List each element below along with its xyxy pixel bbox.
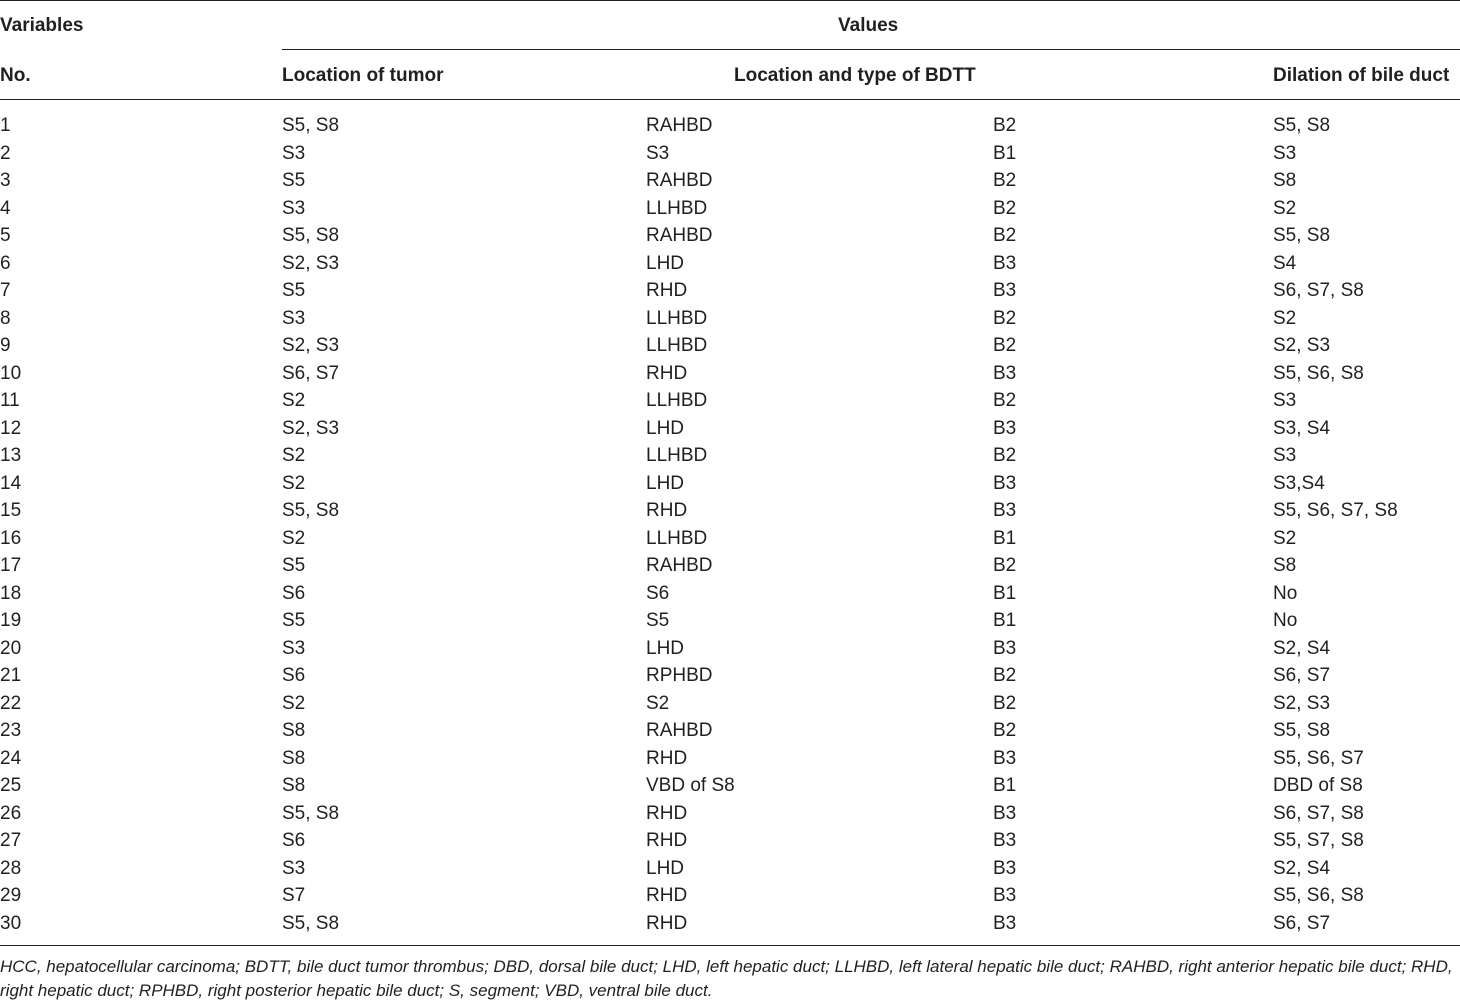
cell-bdtt-type: B1 xyxy=(993,582,1017,604)
table-row xyxy=(0,277,1460,305)
cell-no: 28 xyxy=(0,857,22,879)
table-row xyxy=(0,250,1460,278)
cell-no: 9 xyxy=(0,335,11,356)
bottom-rule xyxy=(0,945,1460,946)
cell-bdtt-type: B3 xyxy=(993,912,1017,934)
cell-location-of-tumor: S6, S7 xyxy=(282,362,340,384)
cell-bdtt-location: VBD of S8 xyxy=(646,775,735,796)
cell-location-of-tumor: S3 xyxy=(282,307,306,329)
cell-bdtt-location: LHD xyxy=(646,472,685,494)
cell-bdtt-location: RHD xyxy=(646,280,688,301)
cell-bdtt-type: B3 xyxy=(993,637,1017,659)
cell-no: 23 xyxy=(0,720,22,741)
table-row xyxy=(0,855,1460,883)
cell-location-of-tumor: S2 xyxy=(282,692,306,714)
cell-dilation: S5, S8 xyxy=(1273,115,1331,136)
cell-dilation: S5, S6, S8 xyxy=(1273,362,1364,384)
cell-location-of-tumor: S8 xyxy=(282,775,306,796)
cell-bdtt-type: B1 xyxy=(993,775,1017,796)
cell-no: 11 xyxy=(0,390,20,411)
cell-no: 16 xyxy=(0,527,22,549)
cell-no: 7 xyxy=(0,280,11,301)
cell-location-of-tumor: S6 xyxy=(282,830,306,851)
table-row xyxy=(0,800,1460,828)
table-row xyxy=(0,415,1460,443)
cell-no: 2 xyxy=(0,142,11,164)
cell-dilation: DBD of S8 xyxy=(1273,775,1363,796)
cell-location-of-tumor: S3 xyxy=(282,197,306,219)
cell-dilation: S6, S7, S8 xyxy=(1273,280,1364,301)
table-row xyxy=(0,195,1460,223)
table-row xyxy=(0,745,1460,773)
cell-bdtt-type: B2 xyxy=(993,692,1017,714)
cell-bdtt-location: RHD xyxy=(646,747,688,769)
cell-dilation: S5, S7, S8 xyxy=(1273,830,1364,851)
cell-location-of-tumor: S5, S8 xyxy=(282,115,340,136)
cell-bdtt-type: B3 xyxy=(993,747,1017,769)
cell-bdtt-type: B2 xyxy=(993,225,1017,246)
cell-no: 21 xyxy=(0,665,22,686)
table-row xyxy=(0,580,1460,608)
header-location-of-tumor: Location of tumor xyxy=(282,65,444,86)
cell-no: 20 xyxy=(0,637,22,659)
table-row xyxy=(0,525,1460,553)
cell-no: 25 xyxy=(0,775,22,796)
cell-bdtt-type: B3 xyxy=(993,417,1017,439)
cell-bdtt-location: RAHBD xyxy=(646,115,713,136)
cell-location-of-tumor: S6 xyxy=(282,582,306,604)
cell-bdtt-location: RHD xyxy=(646,362,688,384)
cell-bdtt-location: LLHBD xyxy=(646,445,708,466)
table-row xyxy=(0,442,1460,470)
cell-bdtt-location: LLHBD xyxy=(646,335,708,356)
cell-bdtt-type: B3 xyxy=(993,362,1017,384)
cell-bdtt-location: RHD xyxy=(646,885,688,906)
cell-dilation: S2, S4 xyxy=(1273,857,1331,879)
cell-bdtt-type: B2 xyxy=(993,170,1017,191)
header-rule xyxy=(0,99,1460,100)
cell-dilation: S2 xyxy=(1273,197,1297,219)
cell-bdtt-location: RHD xyxy=(646,802,688,824)
cell-dilation: S6, S7, S8 xyxy=(1273,802,1364,824)
cell-no: 18 xyxy=(0,582,22,604)
cell-location-of-tumor: S3 xyxy=(282,857,306,879)
cell-bdtt-type: B3 xyxy=(993,830,1017,851)
cell-bdtt-type: B2 xyxy=(993,307,1017,329)
cell-location-of-tumor: S2 xyxy=(282,390,306,411)
table-row xyxy=(0,690,1460,718)
cell-dilation: S2, S4 xyxy=(1273,637,1331,659)
cell-bdtt-type: B3 xyxy=(993,857,1017,879)
table-row xyxy=(0,635,1460,663)
table-row xyxy=(0,827,1460,855)
cell-dilation: No xyxy=(1273,582,1298,604)
cell-bdtt-type: B2 xyxy=(993,335,1017,356)
cell-location-of-tumor: S5 xyxy=(282,280,306,301)
cell-location-of-tumor: S5, S8 xyxy=(282,500,340,521)
header-location-type-bdtt: Location and type of BDTT xyxy=(734,65,976,86)
cell-bdtt-location: LHD xyxy=(646,252,685,274)
cell-bdtt-location: RAHBD xyxy=(646,225,713,246)
cell-bdtt-location: LHD xyxy=(646,417,685,439)
cell-dilation: S3 xyxy=(1273,390,1297,411)
cell-dilation: S8 xyxy=(1273,170,1297,191)
table-row xyxy=(0,112,1460,140)
cell-no: 29 xyxy=(0,885,22,906)
table-row xyxy=(0,910,1460,938)
cell-dilation: S3, S4 xyxy=(1273,417,1331,439)
cell-bdtt-location: RAHBD xyxy=(646,170,713,191)
cell-no: 19 xyxy=(0,610,22,631)
cell-bdtt-location: LLHBD xyxy=(646,527,708,549)
cell-location-of-tumor: S2, S3 xyxy=(282,335,340,356)
cell-bdtt-type: B3 xyxy=(993,472,1017,494)
cell-location-of-tumor: S2, S3 xyxy=(282,252,340,274)
cell-bdtt-type: B2 xyxy=(993,445,1017,466)
table-row xyxy=(0,552,1460,580)
cell-no: 4 xyxy=(0,197,11,219)
cell-no: 6 xyxy=(0,252,11,274)
cell-bdtt-type: B1 xyxy=(993,610,1017,631)
cell-bdtt-location: RHD xyxy=(646,830,688,851)
cell-dilation: S2, S3 xyxy=(1273,335,1331,356)
cell-dilation: S2 xyxy=(1273,307,1297,329)
cell-bdtt-location: RPHBD xyxy=(646,665,713,686)
cell-bdtt-location: LHD xyxy=(646,637,685,659)
cell-bdtt-type: B2 xyxy=(993,720,1017,741)
cell-no: 1 xyxy=(0,115,11,136)
cell-no: 12 xyxy=(0,417,22,439)
cell-bdtt-type: B3 xyxy=(993,802,1017,824)
cell-bdtt-type: B1 xyxy=(993,142,1017,164)
cell-dilation: S2 xyxy=(1273,527,1297,549)
cell-bdtt-location: LLHBD xyxy=(646,307,708,329)
cell-location-of-tumor: S5, S8 xyxy=(282,225,340,246)
cell-no: 8 xyxy=(0,307,11,329)
cell-bdtt-type: B2 xyxy=(993,555,1017,576)
cell-bdtt-type: B2 xyxy=(993,665,1017,686)
cell-dilation: S5, S6, S7 xyxy=(1273,747,1364,769)
cell-bdtt-type: B2 xyxy=(993,197,1017,219)
cell-dilation: S3,S4 xyxy=(1273,472,1325,494)
table-row xyxy=(0,497,1460,525)
cell-location-of-tumor: S5 xyxy=(282,170,306,191)
cell-bdtt-type: B3 xyxy=(993,885,1017,906)
cell-bdtt-location: LLHBD xyxy=(646,390,708,411)
table-row xyxy=(0,140,1460,168)
cell-location-of-tumor: S3 xyxy=(282,637,306,659)
cell-bdtt-location: LHD xyxy=(646,857,685,879)
header-no: No. xyxy=(0,65,31,86)
header-dilation-of-bile-duct: Dilation of bile duct xyxy=(1273,65,1450,86)
table-row xyxy=(0,360,1460,388)
table-row xyxy=(0,167,1460,195)
cell-no: 5 xyxy=(0,225,11,246)
cell-no: 17 xyxy=(0,555,22,576)
values-rule xyxy=(282,49,1460,50)
cell-dilation: S6, S7 xyxy=(1273,912,1331,934)
cell-location-of-tumor: S7 xyxy=(282,885,306,906)
cell-no: 10 xyxy=(0,362,22,384)
table-row xyxy=(0,772,1460,800)
cell-bdtt-type: B1 xyxy=(993,527,1017,549)
table-row xyxy=(0,882,1460,910)
cell-location-of-tumor: S5 xyxy=(282,555,306,576)
header-variables: Variables xyxy=(0,15,84,36)
table-row xyxy=(0,332,1460,360)
cell-dilation: No xyxy=(1273,610,1298,631)
cell-location-of-tumor: S5, S8 xyxy=(282,802,340,824)
top-rule xyxy=(0,0,1460,1)
cell-dilation: S6, S7 xyxy=(1273,665,1331,686)
cell-no: 15 xyxy=(0,500,22,521)
table-row xyxy=(0,662,1460,690)
cell-location-of-tumor: S8 xyxy=(282,720,306,741)
table-body xyxy=(0,112,1460,937)
cell-location-of-tumor: S5, S8 xyxy=(282,912,340,934)
cell-bdtt-type: B3 xyxy=(993,252,1017,274)
cell-dilation: S3 xyxy=(1273,445,1297,466)
cell-dilation: S5, S8 xyxy=(1273,720,1331,741)
cell-bdtt-location: S6 xyxy=(646,582,670,604)
cell-bdtt-location: RHD xyxy=(646,912,688,934)
cell-bdtt-location: S5 xyxy=(646,610,670,631)
cell-no: 22 xyxy=(0,692,22,714)
table-row xyxy=(0,387,1460,415)
cell-bdtt-location: S2 xyxy=(646,692,670,714)
cell-bdtt-type: B2 xyxy=(993,390,1017,411)
cell-dilation: S8 xyxy=(1273,555,1297,576)
cell-location-of-tumor: S2 xyxy=(282,445,306,466)
cell-no: 13 xyxy=(0,445,22,466)
cell-location-of-tumor: S2 xyxy=(282,527,306,549)
cell-bdtt-location: S3 xyxy=(646,142,670,164)
table-row xyxy=(0,607,1460,635)
cell-bdtt-type: B3 xyxy=(993,500,1017,521)
cell-location-of-tumor: S5 xyxy=(282,610,306,631)
cell-dilation: S5, S6, S8 xyxy=(1273,885,1364,906)
cell-no: 30 xyxy=(0,912,22,934)
cell-no: 3 xyxy=(0,170,11,191)
cell-dilation: S5, S6, S7, S8 xyxy=(1273,500,1398,521)
cell-no: 14 xyxy=(0,472,22,494)
cell-no: 24 xyxy=(0,747,22,769)
table-row xyxy=(0,717,1460,745)
cell-no: 27 xyxy=(0,830,22,851)
cell-no: 26 xyxy=(0,802,22,824)
table-row xyxy=(0,222,1460,250)
cell-dilation: S5, S8 xyxy=(1273,225,1331,246)
table-row xyxy=(0,305,1460,333)
cell-dilation: S4 xyxy=(1273,252,1297,274)
table-row xyxy=(0,470,1460,498)
cell-location-of-tumor: S2 xyxy=(282,472,306,494)
cell-dilation: S2, S3 xyxy=(1273,692,1331,714)
table-footnote: HCC, hepatocellular carcinoma; BDTT, bile duct tumor thrombus; DBD, dorsal bile duct; LHD, left hepatic duct; LLHBD, left lateral hepatic bile duct; RAHBD, right anterior hepatic bile duct; RHD, right hepatic duct; RPHBD, right posterior hepatic bile duct; S, segment; VBD, ventral bile duct. xyxy=(0,957,1453,1000)
cell-dilation: S3 xyxy=(1273,142,1297,164)
cell-location-of-tumor: S3 xyxy=(282,142,306,164)
cell-bdtt-type: B2 xyxy=(993,115,1017,136)
cell-bdtt-location: RHD xyxy=(646,500,688,521)
cell-bdtt-location: LLHBD xyxy=(646,197,708,219)
header-values: Values xyxy=(838,15,899,36)
cell-bdtt-location: RAHBD xyxy=(646,720,713,741)
cell-location-of-tumor: S8 xyxy=(282,747,306,769)
cell-location-of-tumor: S6 xyxy=(282,665,306,686)
cell-bdtt-type: B3 xyxy=(993,280,1017,301)
cell-bdtt-location: RAHBD xyxy=(646,555,713,576)
cell-location-of-tumor: S2, S3 xyxy=(282,417,340,439)
